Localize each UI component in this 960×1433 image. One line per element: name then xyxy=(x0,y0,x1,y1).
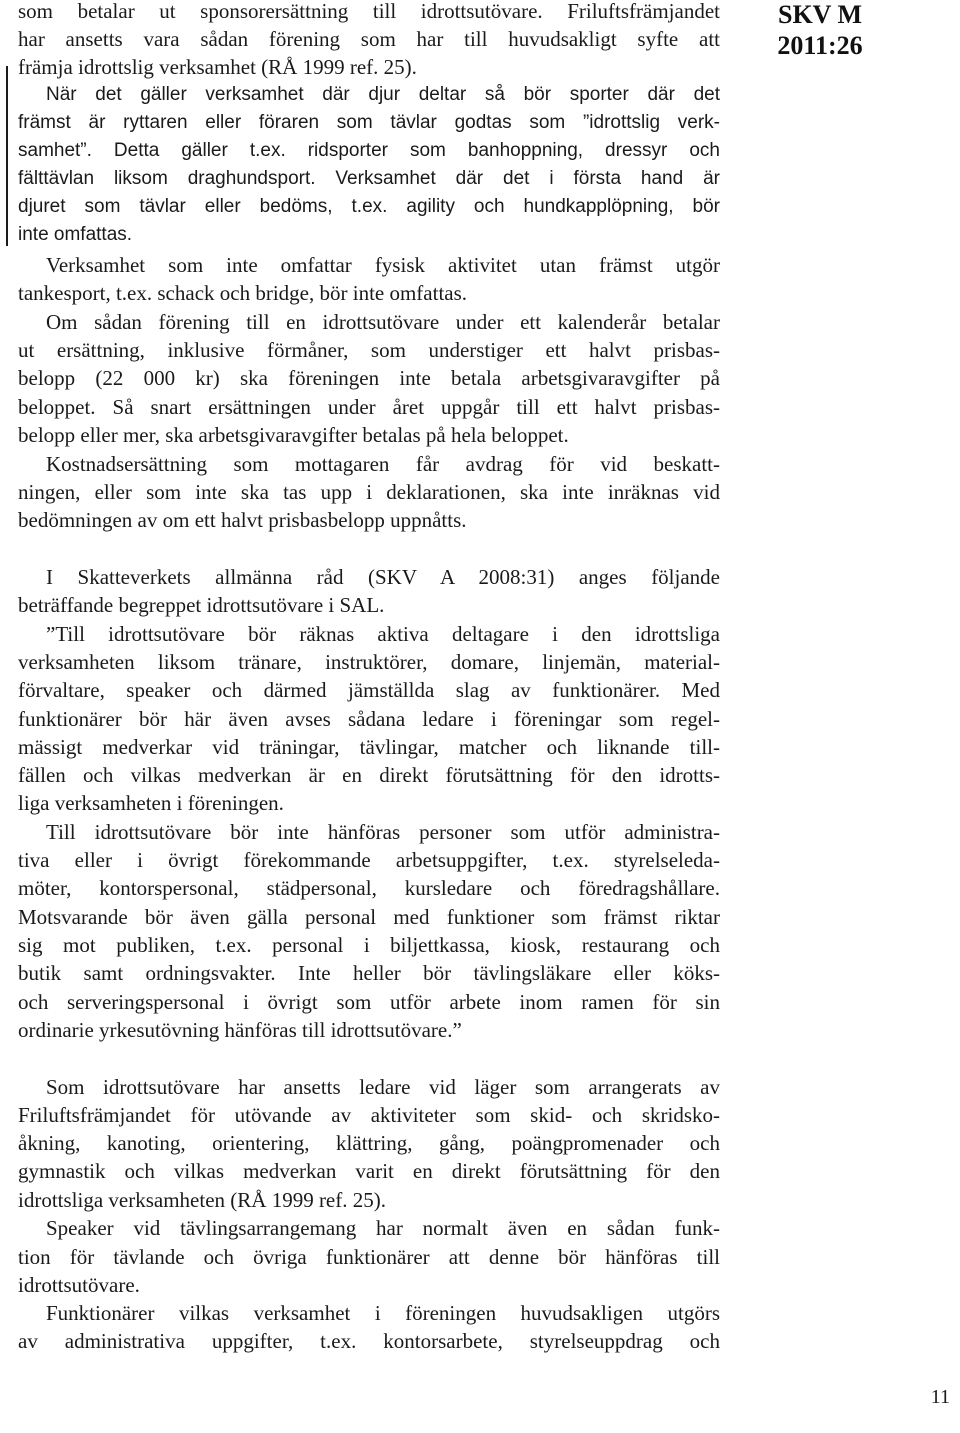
text-line: idrottsliga verksamheten (RÅ 1999 ref. 25). xyxy=(18,1188,386,1212)
text-line: Funktionärer vilkas verksamhet i föreningen huvudsakligen utgörs xyxy=(46,1301,720,1325)
text-line: möter, kontorspersonal, städpersonal, kursledare och föredragshållare. xyxy=(18,876,720,900)
text-line: har ansetts vara sådan förening som har till huvudsakligt syfte att xyxy=(18,27,720,51)
text-line: Kostnadsersättning som mottagaren får avdrag för vid beskatt- xyxy=(46,452,720,476)
document-number: 2011:26 xyxy=(777,31,863,60)
text-line: mässigt medverkar vid träningar, tävlingar, matcher och liknande till- xyxy=(18,735,720,759)
text-line: förvaltare, speaker och därmed jämställda slag av funktionärer. Med xyxy=(18,678,720,702)
text-line: funktionärer bör här även avses sådana ledare i föreningar som regel- xyxy=(18,707,720,731)
text-line: Till idrottsutövare bör inte hänföras personer som utför administra- xyxy=(46,820,720,844)
text-line: Motsvarande bör även gälla personal med funktioner som främst riktar xyxy=(18,905,720,929)
text-line: Speaker vid tävlingsarrangemang har normalt även en sådan funk- xyxy=(46,1216,720,1240)
text-line: samhet”. Detta gäller t.ex. ridsporter som banhoppning, dressyr och xyxy=(18,140,720,161)
text-line: Verksamhet som inte omfattar fysisk aktivitet utan främst utgör xyxy=(46,253,720,277)
text-line: åkning, kanoting, orientering, klättring, gång, poängpromenader och xyxy=(18,1131,720,1155)
text-line: gymnastik och vilkas medverkan varit en direkt förutsättning för den xyxy=(18,1159,720,1183)
text-line: djuret som tävlar eller bedöms, t.ex. agility och hundkapplöpning, bör xyxy=(18,196,720,217)
text-line: ut ersättning, inklusive förmåner, som understiger ett halvt prisbas- xyxy=(18,338,720,362)
text-line: främst är ryttaren eller föraren som tävlar godtas som ”idrottslig verk- xyxy=(18,112,720,133)
text-line: Friluftsfrämjandet för utövande av aktiviteter som skid- och skridsko- xyxy=(18,1103,720,1127)
text-line: sig mot publiken, t.ex. personal i biljettkassa, kiosk, restaurang och xyxy=(18,933,720,957)
text-line: och serveringspersonal i övrigt som utför arbete inom ramen för sin xyxy=(18,990,720,1014)
document-code: SKV M xyxy=(777,0,863,29)
text-line: belopp (22 000 kr) ska föreningen inte betala arbetsgivaravgifter på xyxy=(18,366,720,390)
text-line: tankesport, t.ex. schack och bridge, bör inte omfattas. xyxy=(18,281,468,305)
text-line: beloppet. Så snart ersättningen under året uppgår till ett halvt prisbas- xyxy=(18,395,720,419)
text-line: ”Till idrottsutövare bör räknas aktiva deltagare i den idrottsliga xyxy=(46,622,720,646)
text-line: främja idrottslig verksamhet (RÅ 1999 ref. 25). xyxy=(18,55,417,79)
text-line: Som idrottsutövare har ansetts ledare vid läger som arrangerats av xyxy=(46,1075,720,1099)
text-line: ordinarie yrkesutövning hänföras till idrottsutövare.” xyxy=(18,1018,462,1042)
text-line: tion för tävlande och övriga funktionärer att denne bör hänföras till xyxy=(18,1245,720,1269)
text-line: I Skatteverkets allmänna råd (SKV A 2008:31) anges följande xyxy=(46,565,720,589)
text-line: verksamheten liksom tränare, instruktörer, domare, linjemän, material- xyxy=(18,650,720,674)
text-line: av administrativa uppgifter, t.ex. kontorsarbete, styrelseuppdrag och xyxy=(18,1329,720,1353)
text-line: beträffande begreppet idrottsutövare i SAL. xyxy=(18,593,385,617)
text-line: belopp eller mer, ska arbetsgivaravgifter betalas på hela beloppet. xyxy=(18,423,569,447)
text-line: Om sådan förening till en idrottsutövare under ett kalenderår betalar xyxy=(46,310,720,334)
text-line: fällen och vilkas medverkan är en direkt förutsättning för den idrotts- xyxy=(18,763,720,787)
text-line: butik samt ordningsvakter. Inte heller bör tävlingsläkare eller köks- xyxy=(18,961,720,985)
page-number: 11 xyxy=(930,1386,950,1408)
text-line: ningen, eller som inte ska tas upp i deklarationen, ska inte inräknas vid xyxy=(18,480,720,504)
change-bar xyxy=(6,66,8,246)
text-line: liga verksamheten i föreningen. xyxy=(18,791,284,815)
text-line: När det gäller verksamhet där djur deltar så bör sporter där det xyxy=(46,84,720,105)
text-line: tiva eller i övrigt förekommande arbetsuppgifter, t.ex. styrelseleda- xyxy=(18,848,720,872)
text-line: bedömningen av om ett halvt prisbasbelopp uppnåtts. xyxy=(18,508,467,532)
text-line: inte omfattas. xyxy=(18,224,133,245)
text-line: som betalar ut sponsorersättning till idrottsutövare. Friluftsfrämjandet xyxy=(18,0,720,23)
text-line: idrottsutövare. xyxy=(18,1273,140,1297)
text-line: fälttävlan liksom draghundsport. Verksamhet där det i första hand är xyxy=(18,168,720,189)
